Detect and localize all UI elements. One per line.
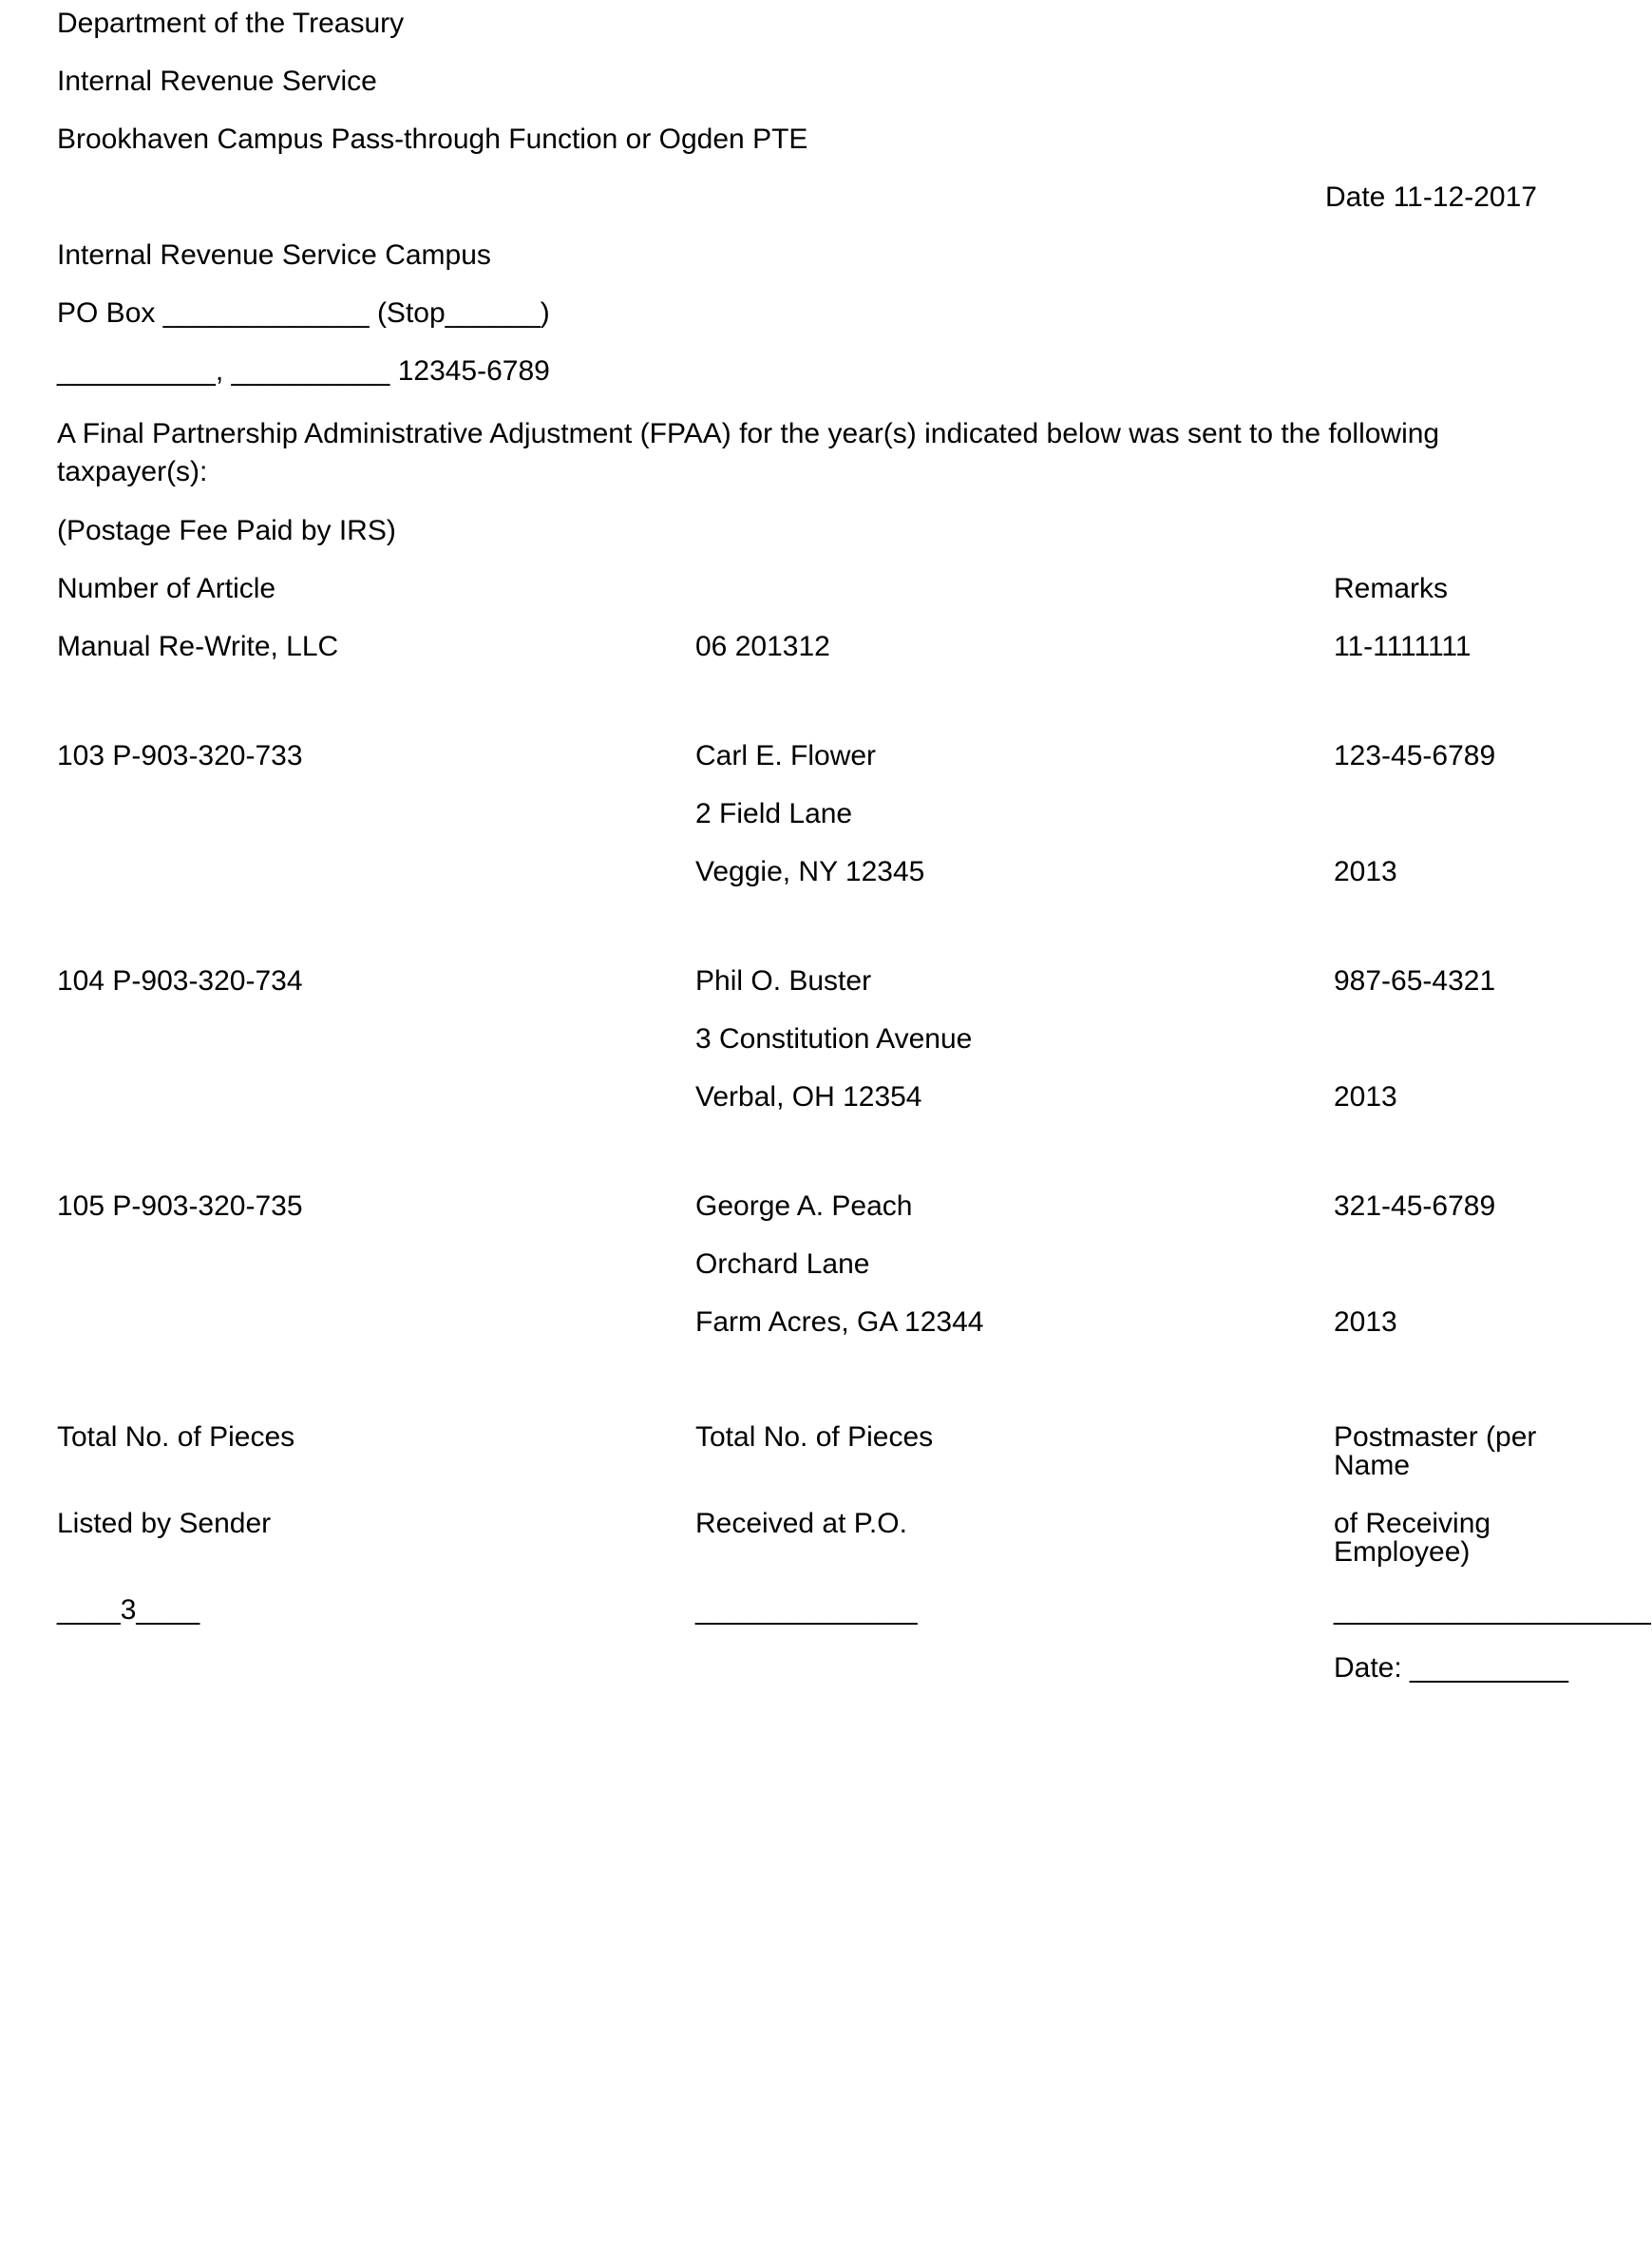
row-remark: 123-45-6789 xyxy=(1334,740,1496,772)
row-article-blank xyxy=(57,1083,695,1112)
fpaa-statement: A Final Partnership Administrative Adjustment (FPAA) for the year(s) indicated below was sent to the following taxpayer(s): xyxy=(57,418,1440,487)
row-article-blank xyxy=(57,1308,695,1337)
table-row xyxy=(57,742,1595,771)
row-detail: Farm Acres, GA 12344 xyxy=(695,1306,984,1339)
row-detail: Carl E. Flower xyxy=(695,740,877,772)
footer-listed-by-sender: Listed by Sender xyxy=(57,1508,272,1540)
footer-total-listed-value[interactable]: ____3____ xyxy=(57,1594,200,1627)
footer-row-4 xyxy=(57,1654,1595,1683)
row-article: Manual Re-Write, LLC xyxy=(57,631,339,663)
table-row-sub xyxy=(57,858,1595,886)
row-remark: 2013 xyxy=(1334,1081,1397,1113)
agency-line-3: Brookhaven Campus Pass-through Function or Ogden PTE xyxy=(57,124,808,155)
row-spacer xyxy=(57,691,1595,742)
table-row xyxy=(57,633,1595,661)
footer-postmaster-signature[interactable]: ____________________ xyxy=(1334,1594,1651,1627)
row-article-blank xyxy=(57,858,695,886)
row-detail: Orchard Lane xyxy=(695,1248,870,1281)
table-row-sub xyxy=(57,1250,1595,1279)
footer-blank-b xyxy=(695,1654,1334,1683)
table-row-sub xyxy=(57,1308,1595,1337)
footer-total-received-label: Total No. of Pieces xyxy=(695,1421,934,1454)
row-article-blank xyxy=(57,1025,695,1054)
row-article-blank xyxy=(57,1250,695,1279)
footer-spacer xyxy=(57,1366,1595,1423)
footer-total-listed-label: Total No. of Pieces xyxy=(57,1421,295,1454)
row-detail: Veggie, NY 12345 xyxy=(695,856,925,888)
footer-row-3 xyxy=(57,1594,1651,1627)
table-header-remarks: Remarks xyxy=(1334,573,1449,605)
footer-blank-a xyxy=(57,1654,695,1683)
footer-date-field[interactable]: Date: __________ xyxy=(1334,1652,1568,1684)
table-row xyxy=(57,1192,1595,1221)
row-detail: 2 Field Lane xyxy=(695,798,853,830)
row-spacer xyxy=(57,1141,1595,1192)
postage-note: (Postage Fee Paid by IRS) xyxy=(57,515,396,547)
table-row xyxy=(57,967,1595,996)
footer-row-2 xyxy=(57,1510,1595,1567)
table-row-sub xyxy=(57,1025,1595,1054)
row-detail: Verbal, OH 12354 xyxy=(695,1081,922,1113)
footer-received-at-po: Received at P.O. xyxy=(695,1508,907,1540)
agency-line-1: Department of the Treasury xyxy=(57,8,405,39)
row-remark xyxy=(1334,1250,1595,1279)
row-remark: 2013 xyxy=(1334,1306,1397,1339)
row-remark xyxy=(1334,1025,1595,1054)
footer-postmaster-label: Postmaster (per Name xyxy=(1334,1421,1537,1482)
row-detail: Phil O. Buster xyxy=(695,965,872,998)
row-detail: 06 201312 xyxy=(695,631,830,663)
row-spacer xyxy=(57,916,1595,967)
row-detail: 3 Constitution Avenue xyxy=(695,1023,973,1056)
address-line-3: __________, __________ 12345-6789 xyxy=(57,355,550,387)
row-remark: 321-45-6789 xyxy=(1334,1190,1496,1223)
table-row-sub xyxy=(57,1083,1595,1112)
table-header-row xyxy=(57,575,1595,603)
row-article: 103 P-903-320-733 xyxy=(57,740,303,772)
agency-line-2: Internal Revenue Service xyxy=(57,66,377,97)
footer-row-1 xyxy=(57,1423,1595,1480)
table-header-middle xyxy=(695,575,1334,603)
row-remark: 11-1111111 xyxy=(1334,631,1472,663)
row-remark xyxy=(1334,800,1595,828)
row-remark: 987-65-4321 xyxy=(1334,965,1496,998)
footer-receiving-employee: of Receiving Employee) xyxy=(1334,1508,1491,1569)
row-article: 104 P-903-320-734 xyxy=(57,965,303,998)
date-label: Date 11-12-2017 xyxy=(1325,181,1537,213)
address-line-2: PO Box _____________ (Stop______) xyxy=(57,297,550,329)
address-line-1: Internal Revenue Service Campus xyxy=(57,239,491,271)
row-detail: George A. Peach xyxy=(695,1190,913,1223)
table-row-sub xyxy=(57,800,1595,828)
row-article-blank xyxy=(57,800,695,828)
row-remark: 2013 xyxy=(1334,856,1397,888)
footer-total-received-value[interactable]: ______________ xyxy=(695,1594,918,1627)
table-header-number-of-article: Number of Article xyxy=(57,573,276,605)
row-article: 105 P-903-320-735 xyxy=(57,1190,303,1223)
